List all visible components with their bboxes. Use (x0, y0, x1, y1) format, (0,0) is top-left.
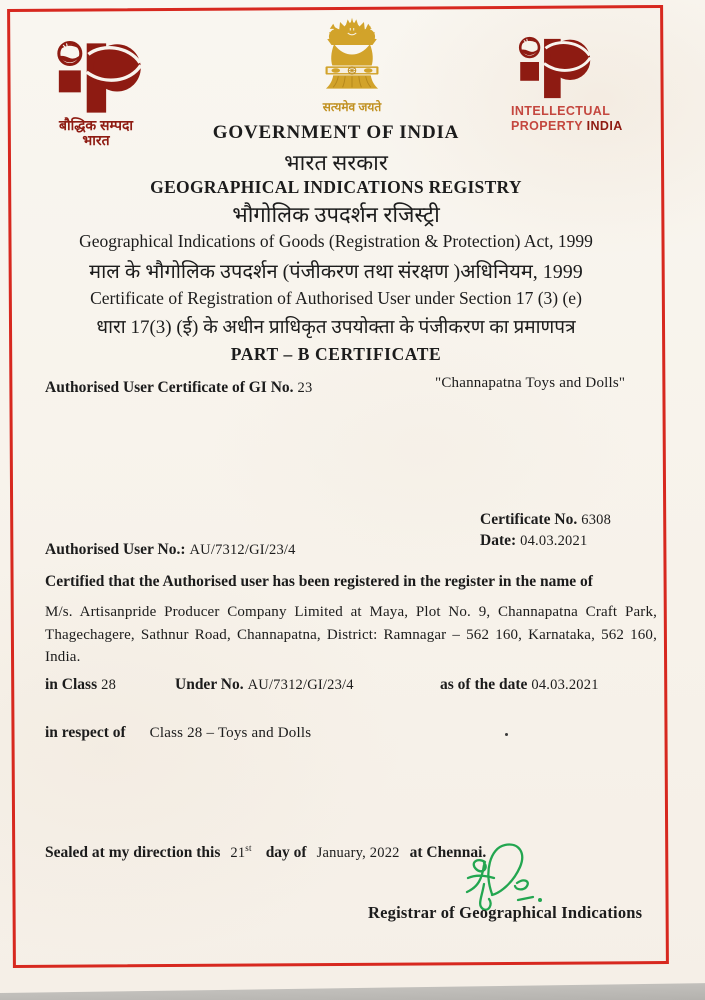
ip-india-logo-right (505, 36, 655, 134)
in-class-label: in Class (45, 676, 98, 693)
under-no-segment (175, 676, 354, 694)
as-of-date-segment (440, 676, 599, 694)
ashoka-emblem-icon (306, 16, 398, 98)
authorised-user-number-row (45, 541, 296, 559)
emblem-motto: सत्यमेव जयते (322, 100, 382, 114)
gi-number-label: Authorised User Certificate of GI No. (45, 379, 294, 396)
act-title: Geographical Indications of Goods (Registration & Protection) Act, 1999 (79, 231, 593, 251)
sealed-statement-row (45, 843, 486, 862)
sealed-day-ordinal: st (245, 843, 252, 853)
sealed-day: 21st (230, 843, 252, 861)
sealed-prefix: Sealed at my direction this (45, 843, 221, 861)
certificate-number-value: 6308 (581, 512, 612, 528)
authorised-user-number-label: Authorised User No.: (45, 541, 186, 558)
gi-name-value: "Channapatna Toys and Dolls" (435, 375, 626, 391)
holder-name-address: M/s. Artisanpride Producer Company Limited at Maya, Plot No. 9, Channapatna Craft Park, Thagechagere, Sathnur Road, Channapatna, District: Ramnagar – 562 160, Karnataka, 562 160, India. (45, 604, 657, 666)
ink-speck (505, 733, 508, 736)
certificate-date-value: 04.03.2021 (520, 532, 588, 549)
certificate-date-label: Date: (480, 531, 517, 549)
as-of-date-label: as of the date (440, 676, 528, 693)
gi-number-row (45, 375, 657, 397)
certificate-number-block (480, 510, 611, 551)
sealed-month-year: January, 2022 (316, 844, 400, 861)
class-registration-row (45, 676, 657, 698)
sealed-day-of-label: day of (265, 843, 307, 861)
logo-right-line1: INTELLECTUAL (511, 104, 611, 118)
section-title: Certificate of Registration of Authorised User under Section 17 (3) (e) (90, 288, 582, 308)
certificate-number-label: Certificate No. (480, 511, 578, 528)
ip-monogram-icon (511, 36, 593, 101)
gi-registry-title-hindi: भौगोलिक उपदर्शन रजिस्ट्री (232, 202, 440, 227)
part-b-certificate-title: PART – B CERTIFICATE (230, 344, 442, 364)
gi-number-value: 23 (297, 380, 313, 396)
logo-left-line2: भारत (82, 132, 110, 148)
government-of-india-title-hindi: भारत सरकार (284, 150, 388, 175)
ip-monogram-icon (48, 40, 144, 116)
under-no-value: AU/7312/GI/23/4 (247, 677, 354, 693)
as-of-date-value: 04.03.2021 (531, 677, 599, 693)
in-respect-of-row (45, 724, 311, 742)
in-respect-of-value: Class 28 – Toys and Dolls (149, 725, 312, 741)
under-no-label: Under No. (175, 676, 244, 693)
certificate-date-line (480, 531, 611, 552)
in-respect-of-label: in respect of (45, 724, 126, 741)
sealed-place: at Chennai. (409, 843, 487, 861)
in-class-value: 28 (101, 677, 117, 693)
act-title-hindi: माल के भौगोलिक उपदर्शन (पंजीकरण तथा संरक्षण )अधिनियम, 1999 (89, 261, 583, 283)
certificate-number-line (480, 510, 611, 531)
gi-registry-title: GEOGRAPHICAL INDICATIONS REGISTRY (150, 177, 522, 197)
logo-right-india: INDIA (586, 119, 623, 133)
in-class-segment (45, 676, 116, 694)
registrar-title: Registrar of Geographical Indications (368, 903, 643, 922)
authorised-user-number-value: AU/7312/GI/23/4 (189, 542, 296, 558)
government-of-india-title: GOVERNMENT OF INDIA (212, 122, 460, 143)
india-national-emblem (292, 16, 412, 115)
logo-left-line1: बौद्धिक सम्पदा (58, 117, 133, 133)
section-title-hindi: धारा 17(3) (ई) के अधीन प्राधिकृत उपयोक्ता के पंजीकरण का प्रमाणपत्र (96, 317, 576, 338)
scanner-edge (0, 983, 705, 1000)
logo-right-line2: PROPERTY INDIA (511, 119, 623, 133)
certified-statement: Certified that the Authorised user has been registered in the register in the name of (45, 573, 593, 590)
